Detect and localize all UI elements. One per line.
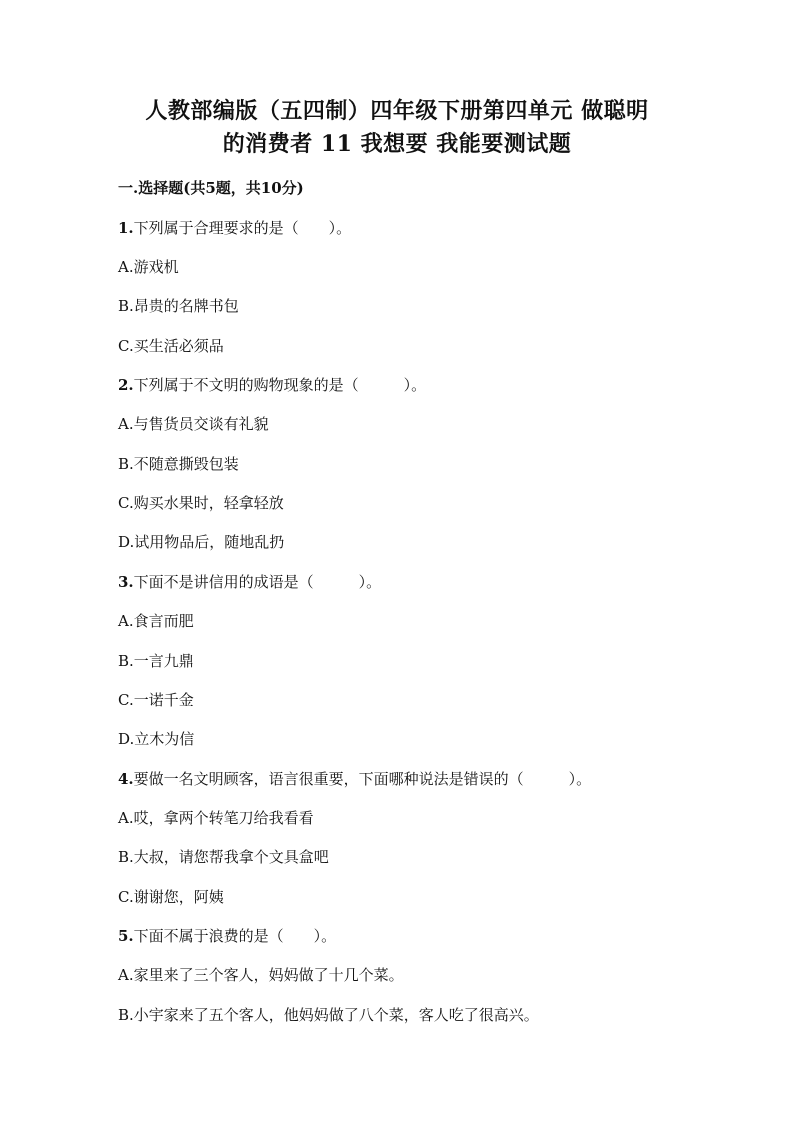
question-text: 下列属于不文明的购物现象的是（ ）。 <box>133 376 427 394</box>
question-3-option-c: C.一诺千金 <box>118 691 194 709</box>
question-2-option-d: D.试用物品后，随地乱扔 <box>118 533 285 551</box>
question-2-stem <box>118 375 426 395</box>
question-4-option-b: B.大叔，请您帮我拿个文具盒吧 <box>118 848 329 866</box>
question-2-option-c: C.购买水果时，轻拿轻放 <box>118 494 284 512</box>
document-title-line-2: 的消费者 11 我想要 我能要测试题 <box>222 131 572 157</box>
question-text: 要做一名文明顾客，语言很重要，下面哪种说法是错误的（ ）。 <box>133 770 592 788</box>
question-number: 3. <box>118 573 134 591</box>
question-text: 下面不属于浪费的是（ ）。 <box>133 927 337 945</box>
question-4-option-c: C.谢谢您，阿姨 <box>118 888 224 906</box>
question-2-option-a: A.与售货员交谈有礼貌 <box>118 415 269 433</box>
question-3-option-d: D.立木为信 <box>118 730 195 748</box>
question-3-stem <box>118 572 381 592</box>
question-1-option-a: A.游戏机 <box>118 258 179 276</box>
question-number: 5. <box>118 927 134 945</box>
question-number: 1. <box>118 219 134 237</box>
question-4-option-a: A.哎，拿两个转笔刀给我看看 <box>118 809 314 827</box>
question-1-stem <box>118 218 351 238</box>
question-5-option-b: B.小宇家来了五个客人，他妈妈做了八个菜，客人吃了很高兴。 <box>118 1006 539 1024</box>
document-title-line-1: 人教部编版（五四制）四年级下册第四单元 做聪明 <box>145 98 649 124</box>
section-header: 一.选择题(共5题，共10分) <box>118 179 304 197</box>
question-text: 下列属于合理要求的是（ ）。 <box>133 219 352 237</box>
question-5-option-a: A.家里来了三个客人，妈妈做了十几个菜。 <box>118 966 404 984</box>
question-4-stem <box>118 769 591 789</box>
question-5-stem <box>118 926 336 946</box>
question-1-option-c: C.买生活必须品 <box>118 337 224 355</box>
question-2-option-b: B.不随意撕毁包装 <box>118 455 239 473</box>
question-number: 4. <box>118 770 134 788</box>
question-text: 下面不是讲信用的成语是（ ）。 <box>133 573 382 591</box>
question-number: 2. <box>118 376 134 394</box>
question-3-option-b: B.一言九鼎 <box>118 652 194 670</box>
question-3-option-a: A.食言而肥 <box>118 612 194 630</box>
question-1-option-b: B.昂贵的名牌书包 <box>118 297 239 315</box>
